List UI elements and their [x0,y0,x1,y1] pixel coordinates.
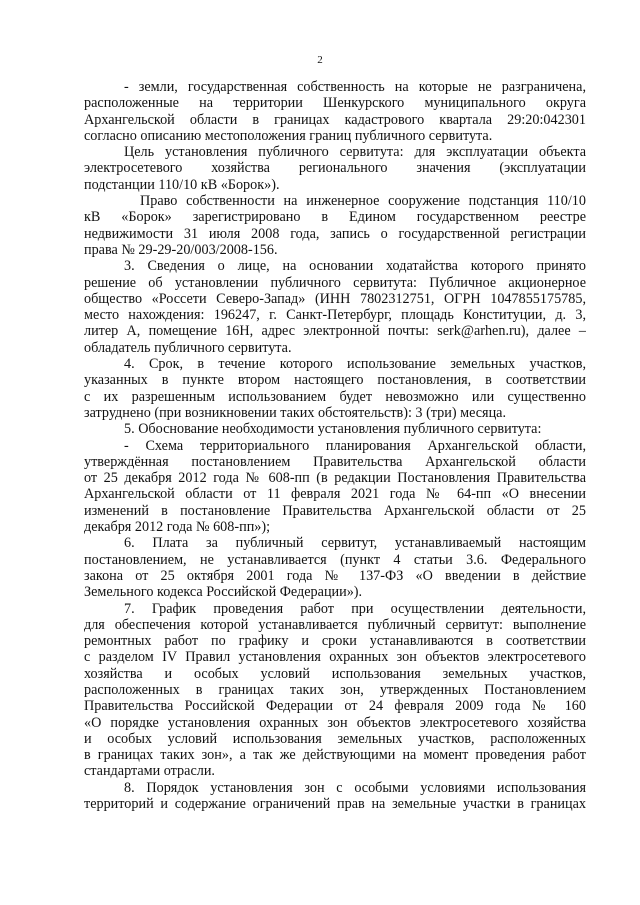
text-line: Архангельской области от 11 февраля 2021 года № 64-пп «О внесении [84,486,586,503]
paragraph [84,601,586,780]
paragraph [84,258,586,356]
text-line: 7. График проведения работ при осуществлении деятельности, [124,600,586,617]
paragraph [84,535,586,600]
text-line: в границах таких зон», а так же действующими на момент проведения работ [84,747,586,764]
paragraph [84,780,586,813]
text-line: утверждённая постановлением Правительства Архангельской области [84,453,586,470]
text-line: изменений в постановление Правительства Архангельской области от 25 [84,502,586,519]
text-line: Правительства Российской Федерации от 24 февраля 2009 года № 160 [84,698,586,715]
text-line: - земли, государственная собственность на которые не разграничена, [124,79,586,95]
text-line: от 25 декабря 2012 года № 608-пп (в редакции Постановления Правительства [84,470,586,487]
text-line: хозяйства и особых условий использования земельных участков, [84,665,586,682]
document-body [84,79,586,812]
text-line: ремонтных работ по графику и сроки устанавливаются в соответствии [84,633,586,650]
text-line: и особых условий использования земельных участков, расположенных [84,730,586,747]
text-line: 4. Срок, в течение которого использование земельных участков, [124,356,586,373]
text-line: постановлением, не устанавливается (пункт 4 статьи 3.6. Федерального [84,551,586,568]
text-line: 3. Сведения о лице, на основании ходатайства которого принято [124,258,586,275]
text-line: - Схема территориального планирования Архангельской области, [124,437,586,454]
text-line: недвижимости 31 июля 2008 года, запись о государственной регистрации [84,225,586,242]
text-line: подстанции 110/10 кВ «Борок»). [84,176,280,193]
text-line: решение об установлении публичного сервитута: Публичное акционерное [84,274,586,291]
paragraph [84,438,586,536]
text-line: «О порядке установления охранных зон объектов электросетевого хозяйства [84,714,586,731]
paragraph [84,421,586,437]
text-line: затруднено (при возникновении таких обстоятельств): 3 (три) месяца. [84,404,507,421]
text-line: Земельного кодекса Российской Федерации»). [84,584,363,601]
text-line: Архангельской области в границах кадастрового квартала 29:20:042301 [84,111,586,128]
text-line: для обеспечения которой устанавливается публичный сервитут: выполнение [84,616,586,633]
paragraph [84,356,586,421]
paragraph [84,79,586,144]
text-line: с разделом IV Правил установления охранных зон объектов электросетевого [84,649,586,666]
text-line: литер А, помещение 16Н, адрес электронной почты: serk@arhen.ru), далее – [84,323,586,340]
text-line: стандартами отрасли. [84,763,215,780]
page-number: 2 [317,54,323,66]
text-line: Право собственности на инженерное сооружение подстанция 110/10 [140,193,586,210]
text-line: место нахождения: 196247, г. Санкт-Петербург, площадь Конституции, д. 3, [84,307,586,324]
text-line: с их разрешенным использованием будет невозможно или существенно [84,388,586,405]
text-line: указанных в пункте втором настоящего постановления, в соответствии [84,372,586,389]
text-line: согласно описанию местоположения границ публичного сервитута. [84,127,493,144]
paragraph [84,193,586,258]
text-line: 6. Плата за публичный сервитут, устанавливаемый настоящим [124,535,586,552]
paragraph [84,144,586,193]
text-line: декабря 2012 года № 608-пп»); [84,519,271,536]
text-line: территорий и содержание ограничений прав на земельные участки в границах [84,796,586,813]
text-line: обладатель публичного сервитута. [84,339,292,356]
text-line: Цель установления публичного сервитута: для эксплуатации объекта [124,144,586,161]
text-line: кВ «Борок» зарегистрировано в Едином государственном реестре [84,209,586,226]
text-line: расположенные на территории Шенкурского муниципального округа [84,95,586,112]
text-line: расположенных в границах таких зон, утвержденных Постановлением [84,681,586,698]
text-line: электросетевого хозяйства регионального значения (эксплуатации [84,160,586,177]
text-line: 5. Обоснование необходимости установления публичного сервитута: [124,421,542,438]
text-line: 8. Порядок установления зон с особыми условиями использования [124,779,586,796]
text-line: права № 29-29-20/003/2008-156. [84,241,278,258]
text-line: закона от 25 октября 2001 года № 137-ФЗ «О введении в действие [84,567,586,584]
text-line: общество «Россети Северо-Запад» (ИНН 7802312751, ОГРН 1047855175785, [84,290,586,307]
